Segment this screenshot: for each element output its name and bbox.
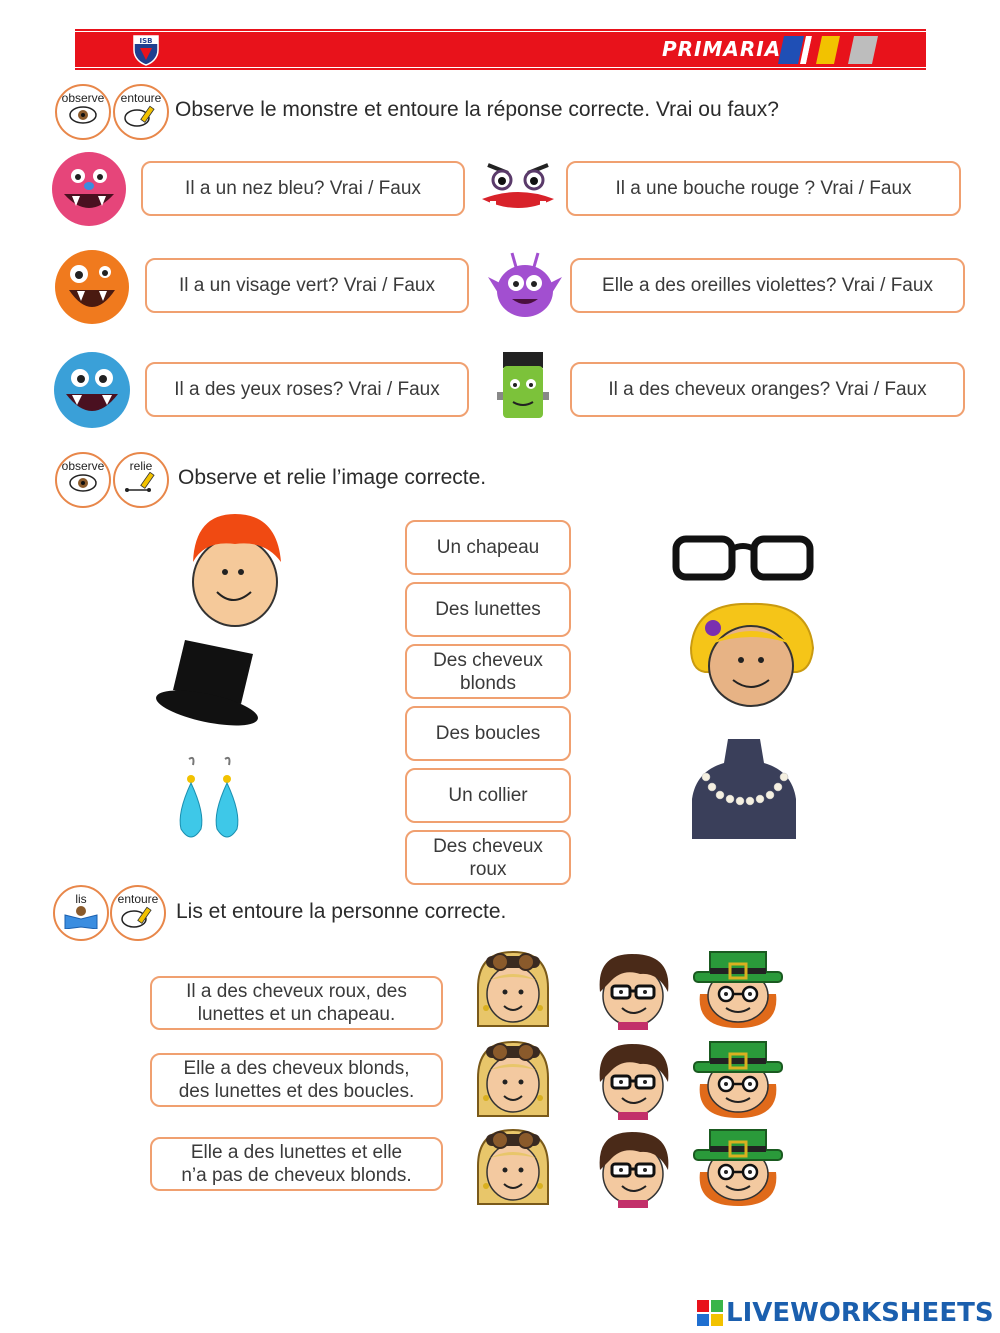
leprechaun-red-hair-hat-glasses-image xyxy=(690,1038,786,1120)
pink-monster-image xyxy=(50,150,128,228)
shield-text: ISB xyxy=(139,37,153,45)
person-choice-r2-c1[interactable] xyxy=(472,1038,554,1125)
blonde-goggles-girl-image xyxy=(472,1038,554,1120)
observe-badge-2 xyxy=(55,452,111,508)
leprechaun-red-hair-hat-glasses-image xyxy=(690,1126,786,1208)
purple-monster-image xyxy=(486,247,564,325)
person-choice-r1-c3[interactable] xyxy=(690,948,786,1035)
person-choice-r3-c1[interactable] xyxy=(472,1126,554,1213)
question-box-6[interactable] xyxy=(570,362,965,417)
sentence-box-1 xyxy=(150,976,443,1030)
word-text-6: Des cheveux roux xyxy=(433,835,543,880)
footer-brand: LIVEWORKSHEETS xyxy=(726,1298,994,1328)
sentence-text-2: Elle a des cheveux blonds, des lunettes et des boucles. xyxy=(178,1058,415,1102)
entoure-badge xyxy=(113,84,169,140)
entoure-badge-2-label: entoure xyxy=(117,892,159,906)
person-choice-r1-c2[interactable] xyxy=(592,948,674,1035)
sentence-box-3 xyxy=(150,1137,443,1191)
eye-icon xyxy=(68,472,98,494)
observe-badge-2-label: observe xyxy=(61,459,105,473)
person-choice-r2-c2[interactable] xyxy=(592,1038,674,1125)
section1-instruction: Observe le monstre et entoure la réponse correcte. Vrai ou faux? xyxy=(175,98,779,121)
sentence-box-2 xyxy=(150,1053,443,1107)
reading-book-icon xyxy=(63,905,99,929)
lis-badge xyxy=(53,885,109,941)
observe-badge xyxy=(55,84,111,140)
necklace-image xyxy=(688,737,800,842)
question-box-5[interactable] xyxy=(145,362,469,417)
person-choice-r3-c3[interactable] xyxy=(690,1126,786,1213)
relie-badge-label: relie xyxy=(129,459,153,473)
blue-monster-image xyxy=(52,350,132,430)
blonde-goggles-girl-image xyxy=(472,1126,554,1208)
school-shield-icon xyxy=(132,34,160,66)
red-lips-monster-image xyxy=(478,155,558,215)
word-text-3: Des cheveux blonds xyxy=(433,649,543,694)
word-text-5: Un collier xyxy=(448,785,528,806)
brown-hair-glasses-person-image xyxy=(592,1038,674,1120)
relie-badge xyxy=(113,452,169,508)
top-hat-image xyxy=(155,636,265,734)
earrings-image xyxy=(175,755,245,843)
orange-monster-image xyxy=(53,248,131,326)
glasses-image xyxy=(670,533,816,583)
pencil-circle-icon xyxy=(118,905,158,929)
stripe-red-2 xyxy=(838,36,850,64)
entoure-badge-label: entoure xyxy=(120,91,162,105)
stripe-gray xyxy=(848,36,878,64)
word-box-1[interactable] xyxy=(405,520,571,575)
word-text-2: Des lunettes xyxy=(435,599,541,620)
blonde-girl-image xyxy=(685,600,817,710)
word-box-3[interactable] xyxy=(405,644,571,699)
word-box-6[interactable] xyxy=(405,830,571,885)
person-choice-r3-c2[interactable] xyxy=(592,1126,674,1213)
question-box-2[interactable] xyxy=(566,161,961,216)
question-text-3: Il a un visage vert? Vrai / Faux xyxy=(179,275,435,296)
observe-badge-label: observe xyxy=(61,91,105,105)
question-text-6: Il a des cheveux oranges? Vrai / Faux xyxy=(608,379,927,400)
header-line-bottom xyxy=(75,68,926,70)
section3-instruction: Lis et entoure la personne correcte. xyxy=(176,900,507,923)
stripe-yellow xyxy=(816,36,840,64)
header-color-stripes xyxy=(778,36,878,64)
person-choice-r2-c3[interactable] xyxy=(690,1038,786,1125)
question-box-4[interactable] xyxy=(570,258,965,313)
word-box-5[interactable] xyxy=(405,768,571,823)
brown-hair-glasses-person-image xyxy=(592,948,674,1030)
word-text-4: Des boucles xyxy=(435,723,541,744)
header-line-top xyxy=(75,29,926,31)
question-text-4: Elle a des oreilles violettes? Vrai / Faux xyxy=(602,275,933,296)
sentence-text-1: Il a des cheveux roux, des lunettes et un chapeau. xyxy=(186,981,407,1025)
header-brand: PRIMARIA xyxy=(662,37,782,61)
red-hair-boy-image xyxy=(185,510,290,628)
person-choice-r1-c1[interactable] xyxy=(472,948,554,1035)
sentence-text-3: Elle a des lunettes et elle n’a pas de cheveux blonds. xyxy=(181,1142,412,1186)
question-box-3[interactable] xyxy=(145,258,469,313)
question-text-1: Il a un nez bleu? Vrai / Faux xyxy=(185,178,421,199)
brown-hair-glasses-person-image xyxy=(592,1126,674,1208)
question-box-1[interactable] xyxy=(141,161,465,216)
leprechaun-red-hair-hat-glasses-image xyxy=(690,948,786,1030)
lis-badge-label: lis xyxy=(75,892,87,906)
entoure-badge-2 xyxy=(110,885,166,941)
pencil-line-icon xyxy=(121,472,161,496)
stripe-blue xyxy=(778,36,804,64)
section2-instruction: Observe et relie l’image correcte. xyxy=(178,466,487,489)
pencil-circle-icon xyxy=(121,104,161,128)
question-text-2: Il a une bouche rouge ? Vrai / Faux xyxy=(615,178,912,199)
blonde-goggles-girl-image xyxy=(472,948,554,1030)
word-box-2[interactable] xyxy=(405,582,571,637)
word-box-4[interactable] xyxy=(405,706,571,761)
frankenstein-monster-image xyxy=(497,352,549,426)
word-text-1: Un chapeau xyxy=(436,537,540,558)
question-text-5: Il a des yeux roses? Vrai / Faux xyxy=(174,379,440,400)
eye-icon xyxy=(68,104,98,126)
liveworksheets-logo-icon xyxy=(697,1300,723,1326)
